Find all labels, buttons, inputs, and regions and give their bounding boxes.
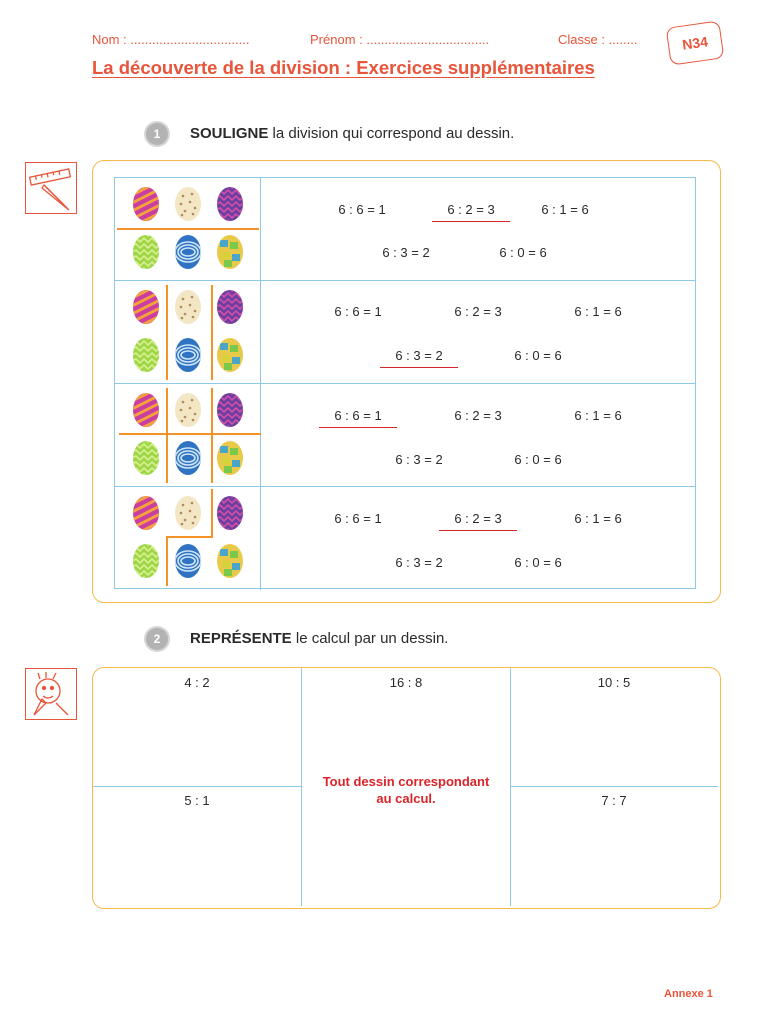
grid-divider bbox=[510, 668, 511, 906]
table-row bbox=[115, 487, 695, 590]
egg-drawing bbox=[115, 487, 261, 590]
answer-text bbox=[302, 773, 510, 807]
annexe-label: Annexe 1 bbox=[664, 988, 713, 1000]
equation: 6 : 6 = 1 bbox=[338, 202, 386, 217]
divider-line bbox=[166, 536, 168, 586]
divider-line bbox=[166, 536, 213, 538]
divider-line bbox=[119, 433, 261, 435]
divider-line bbox=[211, 285, 213, 380]
step-2-number: 2 bbox=[146, 628, 168, 650]
equation: 6 : 3 = 2 bbox=[395, 452, 443, 467]
egg-shape bbox=[175, 496, 201, 530]
table-row bbox=[115, 384, 695, 487]
equation: 6 : 6 = 1 bbox=[334, 511, 382, 526]
exercise-1-table bbox=[114, 177, 696, 589]
calc-label: 10 : 5 bbox=[597, 675, 631, 690]
equation: 6 : 0 = 6 bbox=[514, 555, 562, 570]
step-1-number: 1 bbox=[146, 123, 168, 145]
eggs-group-3 bbox=[115, 384, 261, 487]
calc-label: 5 : 1 bbox=[184, 793, 210, 808]
egg-shape bbox=[175, 393, 201, 427]
instruction-2-rest: le calcul par un dessin. bbox=[291, 630, 449, 647]
equation: 6 : 0 = 6 bbox=[514, 348, 562, 363]
equation-underlined: 6 : 3 = 2 bbox=[374, 348, 464, 363]
equation: 6 : 3 = 2 bbox=[382, 245, 430, 260]
exercise-1-instruction bbox=[190, 125, 514, 142]
equation-underlined: 6 : 2 = 3 bbox=[433, 511, 523, 526]
table-row bbox=[115, 178, 695, 281]
egg-shape bbox=[175, 187, 201, 221]
page-title: La découverte de la division : Exercices supplémentaires bbox=[92, 57, 595, 78]
classe-field: Classe : ........ bbox=[558, 32, 638, 47]
prenom-field: Prénom : .................................. bbox=[310, 32, 490, 47]
instruction-1-verb: SOULIGNE bbox=[190, 125, 269, 142]
equation: 6 : 1 = 6 bbox=[574, 408, 622, 423]
instruction-1-rest: la division qui correspond au dessin. bbox=[268, 125, 515, 142]
equation: 6 : 0 = 6 bbox=[499, 245, 547, 260]
divider-line bbox=[211, 489, 213, 537]
eggs-group-2 bbox=[115, 281, 261, 384]
egg-drawing bbox=[115, 384, 261, 486]
equation: 6 : 1 = 6 bbox=[541, 202, 589, 217]
divider-line bbox=[166, 388, 168, 483]
divider-line bbox=[211, 388, 213, 483]
equation-underlined: 6 : 2 = 3 bbox=[426, 202, 516, 217]
nom-field: Nom : ................................. bbox=[92, 32, 250, 47]
eggs-group-4 bbox=[115, 487, 261, 590]
equation-underlined: 6 : 6 = 1 bbox=[313, 408, 403, 423]
equation: 6 : 2 = 3 bbox=[454, 408, 502, 423]
calc-label: 7 : 7 bbox=[601, 793, 627, 808]
egg-shape bbox=[175, 235, 201, 269]
lesson-badge: N34 bbox=[666, 20, 725, 65]
divider-line bbox=[117, 228, 259, 230]
equation: 6 : 3 = 2 bbox=[395, 555, 443, 570]
calc-label: 4 : 2 bbox=[184, 675, 210, 690]
egg-shape bbox=[175, 338, 201, 372]
pencil-ruler-icon bbox=[25, 162, 77, 214]
egg-drawing bbox=[115, 281, 261, 383]
divider-line bbox=[166, 285, 168, 380]
egg-shape bbox=[175, 544, 201, 578]
exercise-2-instruction bbox=[190, 630, 448, 647]
grid-divider bbox=[93, 786, 301, 787]
equation: 6 : 2 = 3 bbox=[454, 304, 502, 319]
egg-shape bbox=[175, 441, 201, 475]
calc-label: 16 : 8 bbox=[389, 675, 423, 690]
grid-divider bbox=[511, 786, 718, 787]
answer-line-2: au calcul. bbox=[376, 791, 436, 806]
egg-shape bbox=[175, 290, 201, 324]
drawing-child-icon bbox=[25, 668, 77, 720]
equation: 6 : 0 = 6 bbox=[514, 452, 562, 467]
equation: 6 : 1 = 6 bbox=[574, 511, 622, 526]
equation: 6 : 6 = 1 bbox=[334, 304, 382, 319]
egg-drawing bbox=[115, 178, 261, 280]
instruction-2-verb: REPRÉSENTE bbox=[190, 630, 292, 647]
table-row bbox=[115, 281, 695, 384]
answer-line-1: Tout dessin correspondant bbox=[322, 774, 490, 789]
equation: 6 : 1 = 6 bbox=[574, 304, 622, 319]
